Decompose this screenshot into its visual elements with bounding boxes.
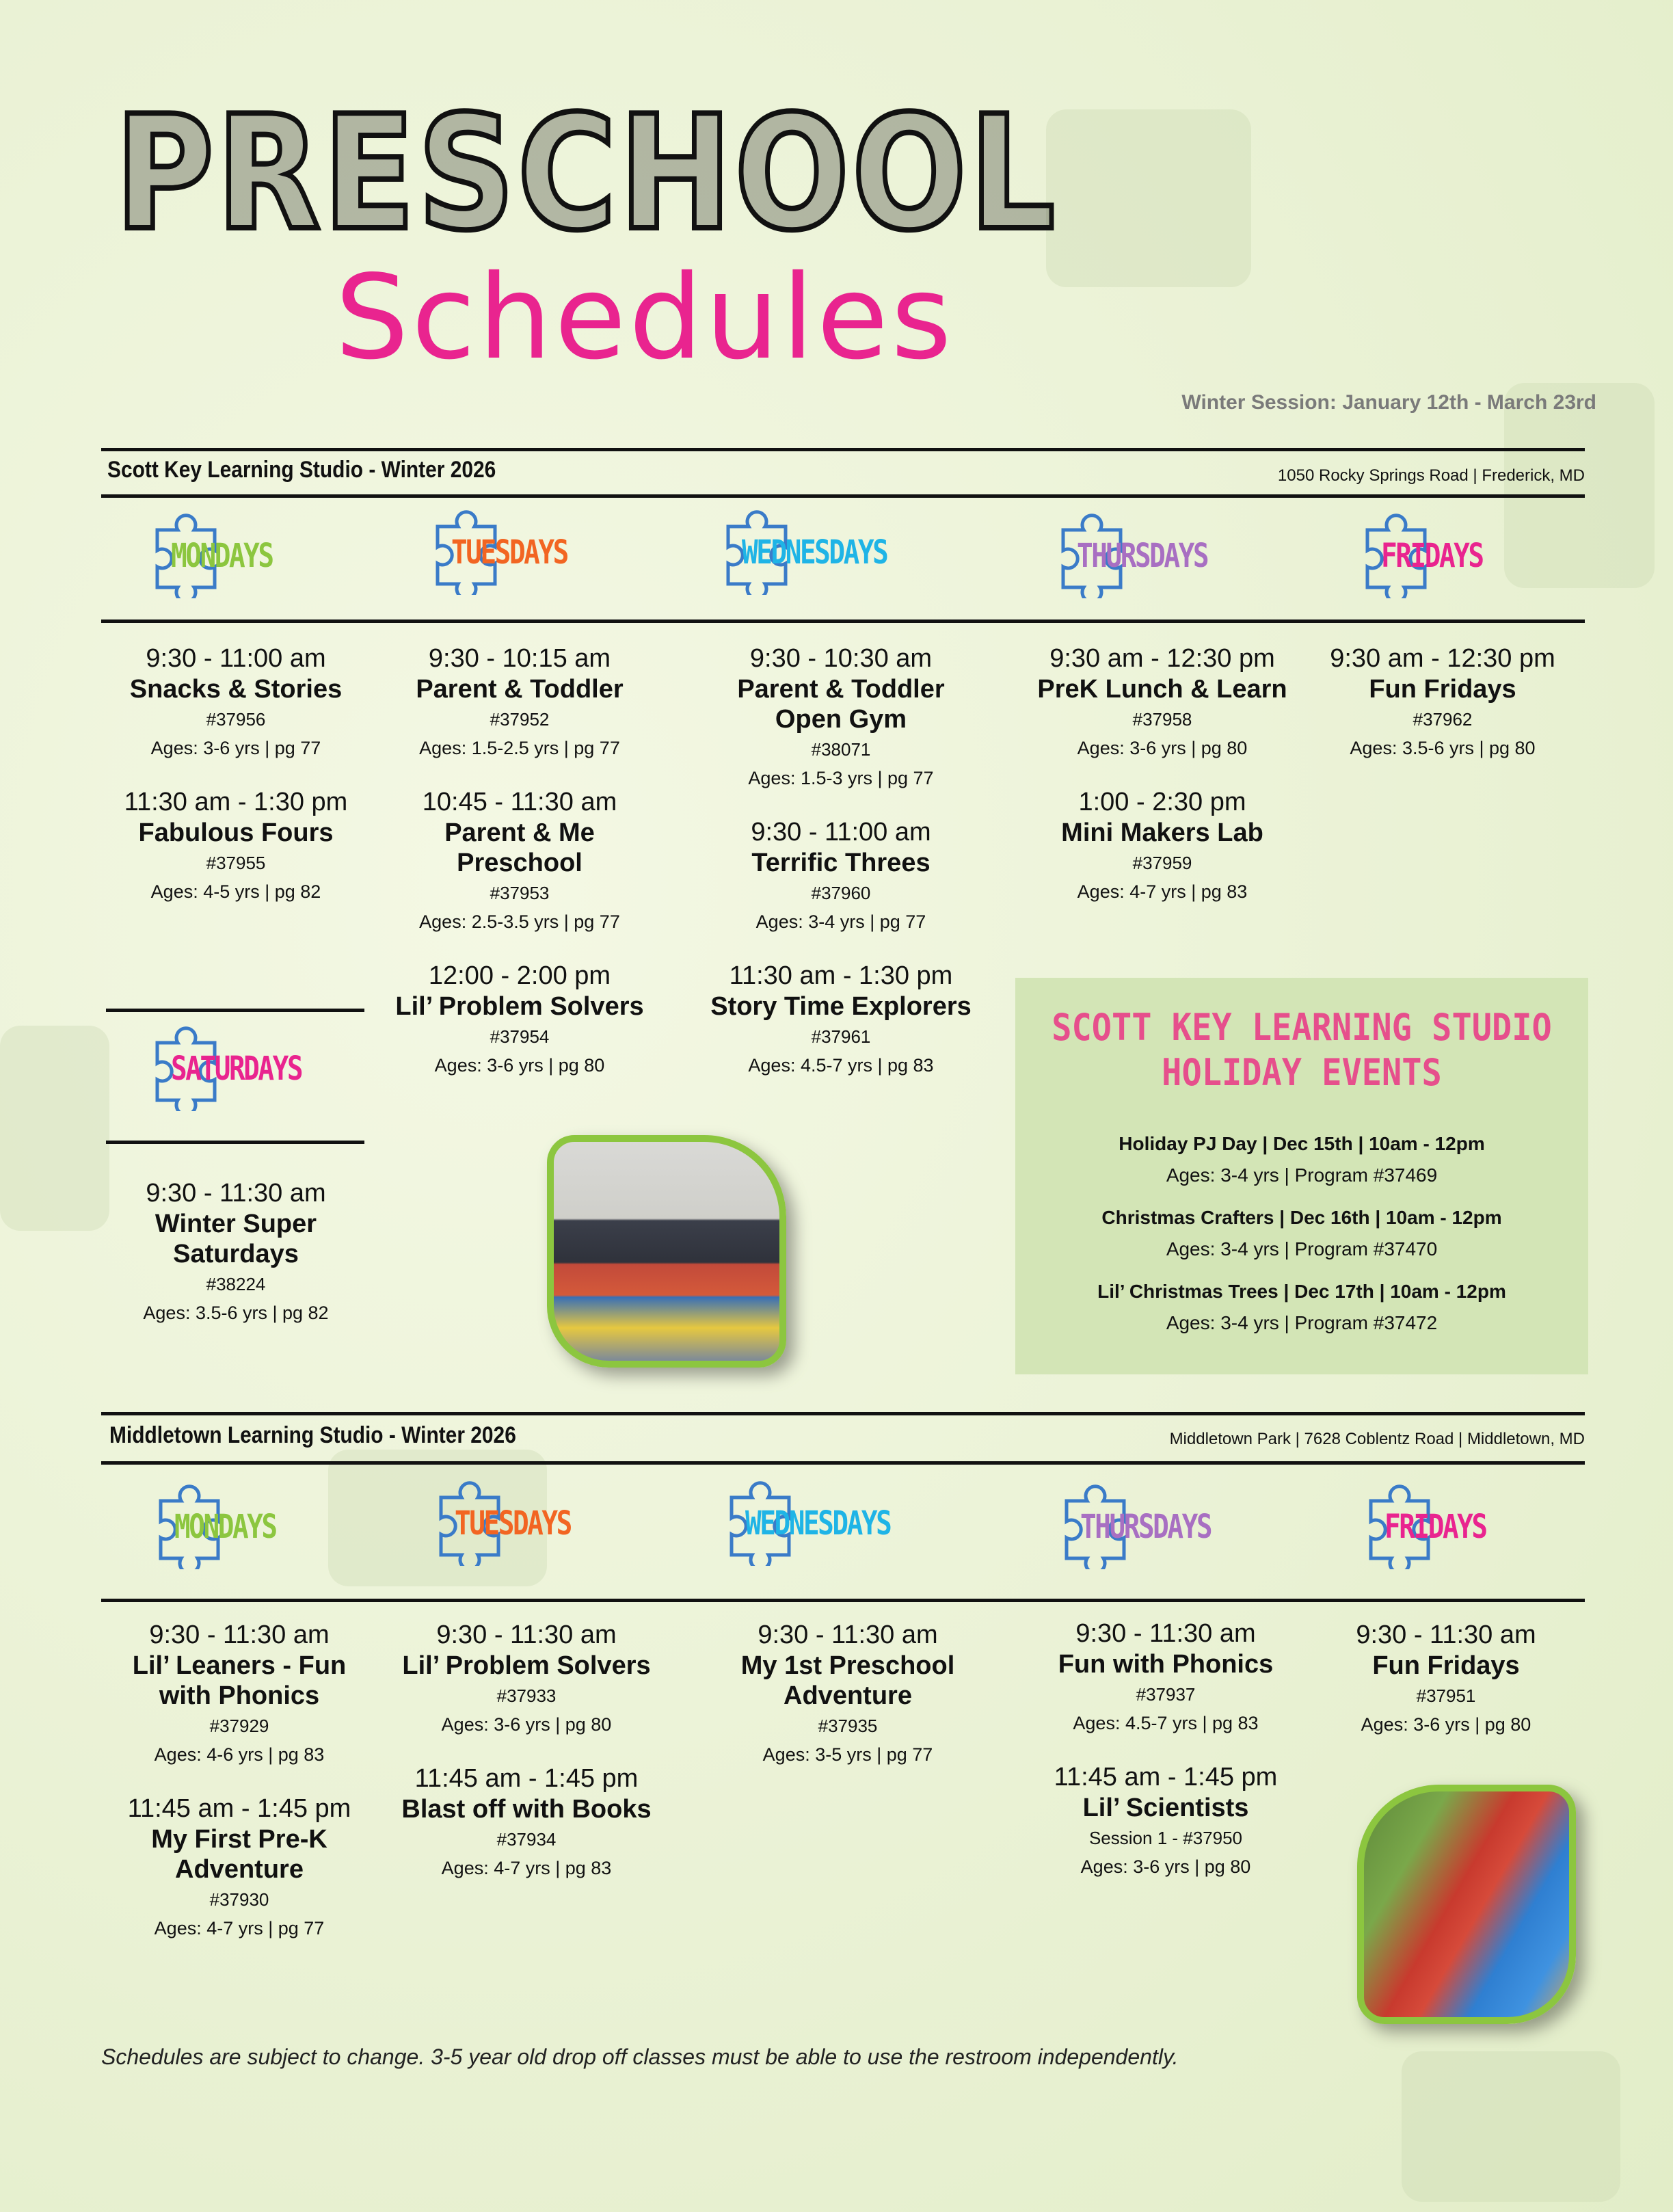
background-puzzle-piece: [0, 1026, 109, 1231]
class-name: Blast off with Books: [401, 1795, 652, 1824]
background-puzzle-piece: [1046, 109, 1251, 287]
class-time: 9:30 - 11:00 am: [751, 818, 931, 847]
class-name: Parent & Me Preschool: [444, 818, 595, 877]
class-ages: Ages: 4.5-7 yrs | pg 83: [1073, 1713, 1259, 1733]
class-entry: [1302, 643, 1583, 762]
class-time: 12:00 - 2:00 pm: [428, 961, 611, 990]
class-ages: Ages: 3-6 yrs | pg 80: [1080, 1856, 1251, 1877]
class-time: 9:30 - 10:15 am: [428, 644, 611, 673]
session-dates: Winter Session: January 12th - March 23rd: [1181, 391, 1596, 414]
class-entry: [684, 643, 998, 792]
class-name: Fun Fridays: [1372, 1651, 1520, 1680]
class-time: 9:30 - 11:30 am: [1356, 1621, 1536, 1649]
class-entry: [383, 960, 656, 1079]
class-time: 9:30 - 11:30 am: [436, 1621, 617, 1649]
divider: [106, 1141, 364, 1144]
class-name: Lil’ Problem Solvers: [402, 1651, 651, 1680]
middletown-friday-column: [1309, 1619, 1583, 1763]
class-name: Fun Fridays: [1369, 675, 1516, 704]
class-name: Snacks & Stories: [129, 675, 343, 704]
class-ages: Ages: 3-6 yrs | pg 80: [1077, 738, 1248, 758]
studio-address-scott-key: 1050 Rocky Springs Road | Frederick, MD: [1277, 466, 1585, 485]
day-label-mondays: MONDAYS: [174, 1508, 276, 1546]
class-time: 9:30 - 10:30 am: [749, 644, 933, 673]
class-time: 11:30 am - 1:30 pm: [729, 961, 953, 990]
class-code: #37929: [209, 1716, 269, 1736]
class-time: 9:30 - 11:30 am: [1075, 1619, 1256, 1648]
class-name: Lil’ Leaners - Fun with Phonics: [132, 1651, 347, 1710]
class-code: #37952: [490, 709, 550, 730]
class-name: Winter Super Saturdays: [155, 1210, 317, 1268]
class-code: #37959: [1132, 853, 1192, 873]
class-time: 11:30 am - 1:30 pm: [124, 788, 348, 816]
day-header-mondays: [147, 1480, 352, 1562]
class-code: #37953: [490, 883, 550, 903]
class-name: Lil’ Scientists: [1082, 1794, 1249, 1822]
class-ages: Ages: 4-7 yrs | pg 77: [154, 1918, 325, 1938]
class-time: 1:00 - 2:30 pm: [1078, 788, 1246, 816]
class-time: 9:30 - 11:30 am: [758, 1621, 938, 1649]
class-ages: Ages: 4-7 yrs | pg 83: [1077, 881, 1248, 902]
class-entry: [691, 1619, 1005, 1768]
class-name: PreK Lunch & Learn: [1037, 675, 1287, 704]
class-ages: Ages: 4-6 yrs | pg 83: [154, 1744, 325, 1765]
class-code: #37961: [811, 1026, 871, 1047]
class-time: 10:45 - 11:30 am: [422, 788, 617, 816]
divider: [101, 1461, 1585, 1465]
event-heading: Holiday PJ Day | Dec 15th | 10am - 12pm: [1119, 1133, 1485, 1154]
event-details: Ages: 3-4 yrs | Program #37469: [1166, 1164, 1438, 1186]
day-header-saturdays: [144, 1022, 349, 1104]
class-code: #37954: [490, 1026, 550, 1047]
class-entry: [383, 643, 656, 762]
class-ages: Ages: 3-6 yrs | pg 80: [434, 1055, 605, 1076]
class-time: 9:30 am - 12:30 pm: [1049, 644, 1275, 673]
holiday-event: [1015, 1276, 1588, 1339]
holiday-event: [1015, 1128, 1588, 1191]
divider: [101, 448, 1585, 451]
class-entry: [1012, 786, 1313, 905]
day-header-tuesdays: [424, 506, 629, 588]
scott-thursday-column: [1012, 643, 1313, 930]
class-code: Session 1 - #37950: [1088, 1828, 1243, 1848]
day-header-fridays: [1357, 1480, 1562, 1562]
class-time: 9:30 am - 12:30 pm: [1330, 644, 1555, 673]
class-name: Fabulous Fours: [138, 818, 334, 847]
class-ages: Ages: 3.5-6 yrs | pg 82: [143, 1303, 329, 1323]
event-heading: Christmas Crafters | Dec 16th | 10am - 12pm: [1101, 1207, 1502, 1228]
divider: [101, 1599, 1585, 1602]
day-label-thursdays: THURSDAYS: [1080, 1508, 1212, 1546]
day-label-wednesdays: WEDNESDAYS: [742, 533, 887, 572]
class-entry: [1015, 1618, 1316, 1737]
class-entry: [1012, 643, 1313, 762]
class-entry: [99, 1177, 373, 1327]
class-ages: Ages: 4.5-7 yrs | pg 83: [748, 1055, 934, 1076]
class-name: Story Time Explorers: [710, 992, 972, 1021]
background-puzzle-piece: [1402, 2051, 1620, 2202]
class-entry: [684, 960, 998, 1079]
day-header-mondays: [144, 509, 349, 591]
class-name: Fun with Phonics: [1058, 1650, 1274, 1679]
class-name: Mini Makers Lab: [1061, 818, 1263, 847]
class-ages: Ages: 3-4 yrs | pg 77: [755, 911, 926, 932]
divider: [101, 1412, 1585, 1415]
studio-name-scott-key: Scott Key Learning Studio - Winter 2026: [107, 457, 496, 483]
day-header-fridays: [1354, 509, 1559, 591]
page-subtitle: Schedules: [335, 250, 954, 386]
scott-tuesday-column: [383, 643, 656, 1104]
class-entry: [1015, 1761, 1316, 1880]
class-code: #37956: [206, 709, 266, 730]
class-entry: [386, 1763, 667, 1882]
class-name: My First Pre-K Adventure: [151, 1825, 327, 1884]
divider: [101, 494, 1585, 498]
day-header-thursdays: [1049, 509, 1255, 591]
class-ages: Ages: 4-5 yrs | pg 82: [150, 881, 321, 902]
day-header-wednesdays: [718, 1477, 923, 1559]
day-label-mondays: MONDAYS: [171, 537, 273, 575]
class-time: 11:45 am - 1:45 pm: [1054, 1763, 1278, 1791]
classroom-photo: [547, 1135, 786, 1368]
class-entry: [1309, 1619, 1583, 1738]
day-label-fridays: FRIDAYS: [1384, 1508, 1486, 1546]
class-ages: Ages: 1.5-3 yrs | pg 77: [748, 768, 934, 788]
class-code: #37960: [811, 883, 871, 903]
class-name: Terrific Threes: [751, 849, 931, 877]
class-ages: Ages: 3-5 yrs | pg 77: [762, 1744, 933, 1765]
class-code: #37933: [496, 1685, 557, 1706]
studio-address-middletown: Middletown Park | 7628 Coblentz Road | Middletown, MD: [1169, 1430, 1585, 1448]
children-photo: [1357, 1785, 1576, 2024]
holiday-events-subtitle: HOLIDAY EVENTS: [1162, 1051, 1442, 1094]
class-time: 9:30 - 11:30 am: [149, 1621, 330, 1649]
event-heading: Lil’ Christmas Trees | Dec 17th | 10am - 12pm: [1097, 1281, 1506, 1302]
holiday-events-box: [1015, 978, 1588, 1374]
day-label-wednesdays: WEDNESDAYS: [745, 1504, 891, 1543]
page-title: PRESCHOOL: [115, 83, 1058, 265]
class-entry: [684, 816, 998, 935]
class-ages: Ages: 3-6 yrs | pg 77: [150, 738, 321, 758]
class-entry: [99, 786, 373, 905]
class-entry: [99, 643, 373, 762]
class-code: #37955: [206, 853, 266, 873]
class-code: #37962: [1413, 709, 1473, 730]
class-entry: [103, 1619, 376, 1768]
class-name: Parent & Toddler: [416, 675, 624, 704]
day-header-thursdays: [1053, 1480, 1258, 1562]
class-code: #38224: [206, 1274, 266, 1294]
class-ages: Ages: 1.5-2.5 yrs | pg 77: [419, 738, 620, 758]
holiday-event: [1015, 1202, 1588, 1265]
class-ages: Ages: 2.5-3.5 yrs | pg 77: [419, 911, 620, 932]
studio-name-middletown: Middletown Learning Studio - Winter 2026: [109, 1422, 516, 1448]
day-label-fridays: FRIDAYS: [1381, 537, 1483, 575]
class-time: 11:45 am - 1:45 pm: [414, 1764, 639, 1793]
middletown-wednesday-column: [691, 1619, 1005, 1793]
class-time: 9:30 - 11:30 am: [146, 1179, 326, 1208]
scott-saturday-column: [99, 1177, 373, 1351]
middletown-monday-column: [103, 1619, 376, 1967]
class-code: #37935: [818, 1716, 878, 1736]
class-ages: Ages: 3-6 yrs | pg 80: [1361, 1714, 1531, 1735]
event-details: Ages: 3-4 yrs | Program #37472: [1166, 1312, 1438, 1333]
class-ages: Ages: 3.5-6 yrs | pg 80: [1350, 738, 1536, 758]
class-name: My 1st Preschool Adventure: [740, 1651, 955, 1710]
footnote: Schedules are subject to change. 3-5 year old drop off classes must be able to use the restroom independently.: [101, 2044, 1179, 2069]
class-code: #37958: [1132, 709, 1192, 730]
scott-friday-column: [1302, 643, 1583, 786]
class-entry: [383, 786, 656, 935]
scott-wednesday-column: [684, 643, 998, 1104]
class-code: #37930: [209, 1889, 269, 1910]
day-label-thursdays: THURSDAYS: [1077, 537, 1208, 575]
class-name: Lil’ Problem Solvers: [395, 992, 644, 1021]
event-details: Ages: 3-4 yrs | Program #37470: [1166, 1238, 1438, 1260]
class-time: 11:45 am - 1:45 pm: [127, 1794, 351, 1823]
class-code: #37951: [1416, 1685, 1476, 1706]
class-entry: [103, 1793, 376, 1942]
class-code: #38071: [811, 739, 871, 760]
day-label-tuesdays: TUESDAYS: [455, 1504, 571, 1543]
holiday-events-title: SCOTT KEY LEARNING STUDIO: [1052, 1006, 1552, 1049]
class-name: Parent & Toddler Open Gym: [737, 675, 945, 734]
day-label-saturdays: SATURDAYS: [171, 1050, 302, 1088]
scott-monday-column: [99, 643, 373, 930]
day-header-wednesdays: [714, 506, 920, 588]
class-ages: Ages: 3-6 yrs | pg 80: [441, 1714, 612, 1735]
class-time: 9:30 - 11:00 am: [146, 644, 326, 673]
class-ages: Ages: 4-7 yrs | pg 83: [441, 1858, 612, 1878]
class-code: #37937: [1136, 1684, 1196, 1705]
day-label-tuesdays: TUESDAYS: [451, 533, 567, 572]
middletown-thursday-column: [1015, 1618, 1316, 1905]
day-header-tuesdays: [427, 1477, 632, 1559]
class-entry: [386, 1619, 667, 1738]
middletown-tuesday-column: [386, 1619, 667, 1906]
class-code: #37934: [496, 1829, 557, 1850]
divider: [106, 1009, 364, 1012]
divider: [101, 619, 1585, 623]
